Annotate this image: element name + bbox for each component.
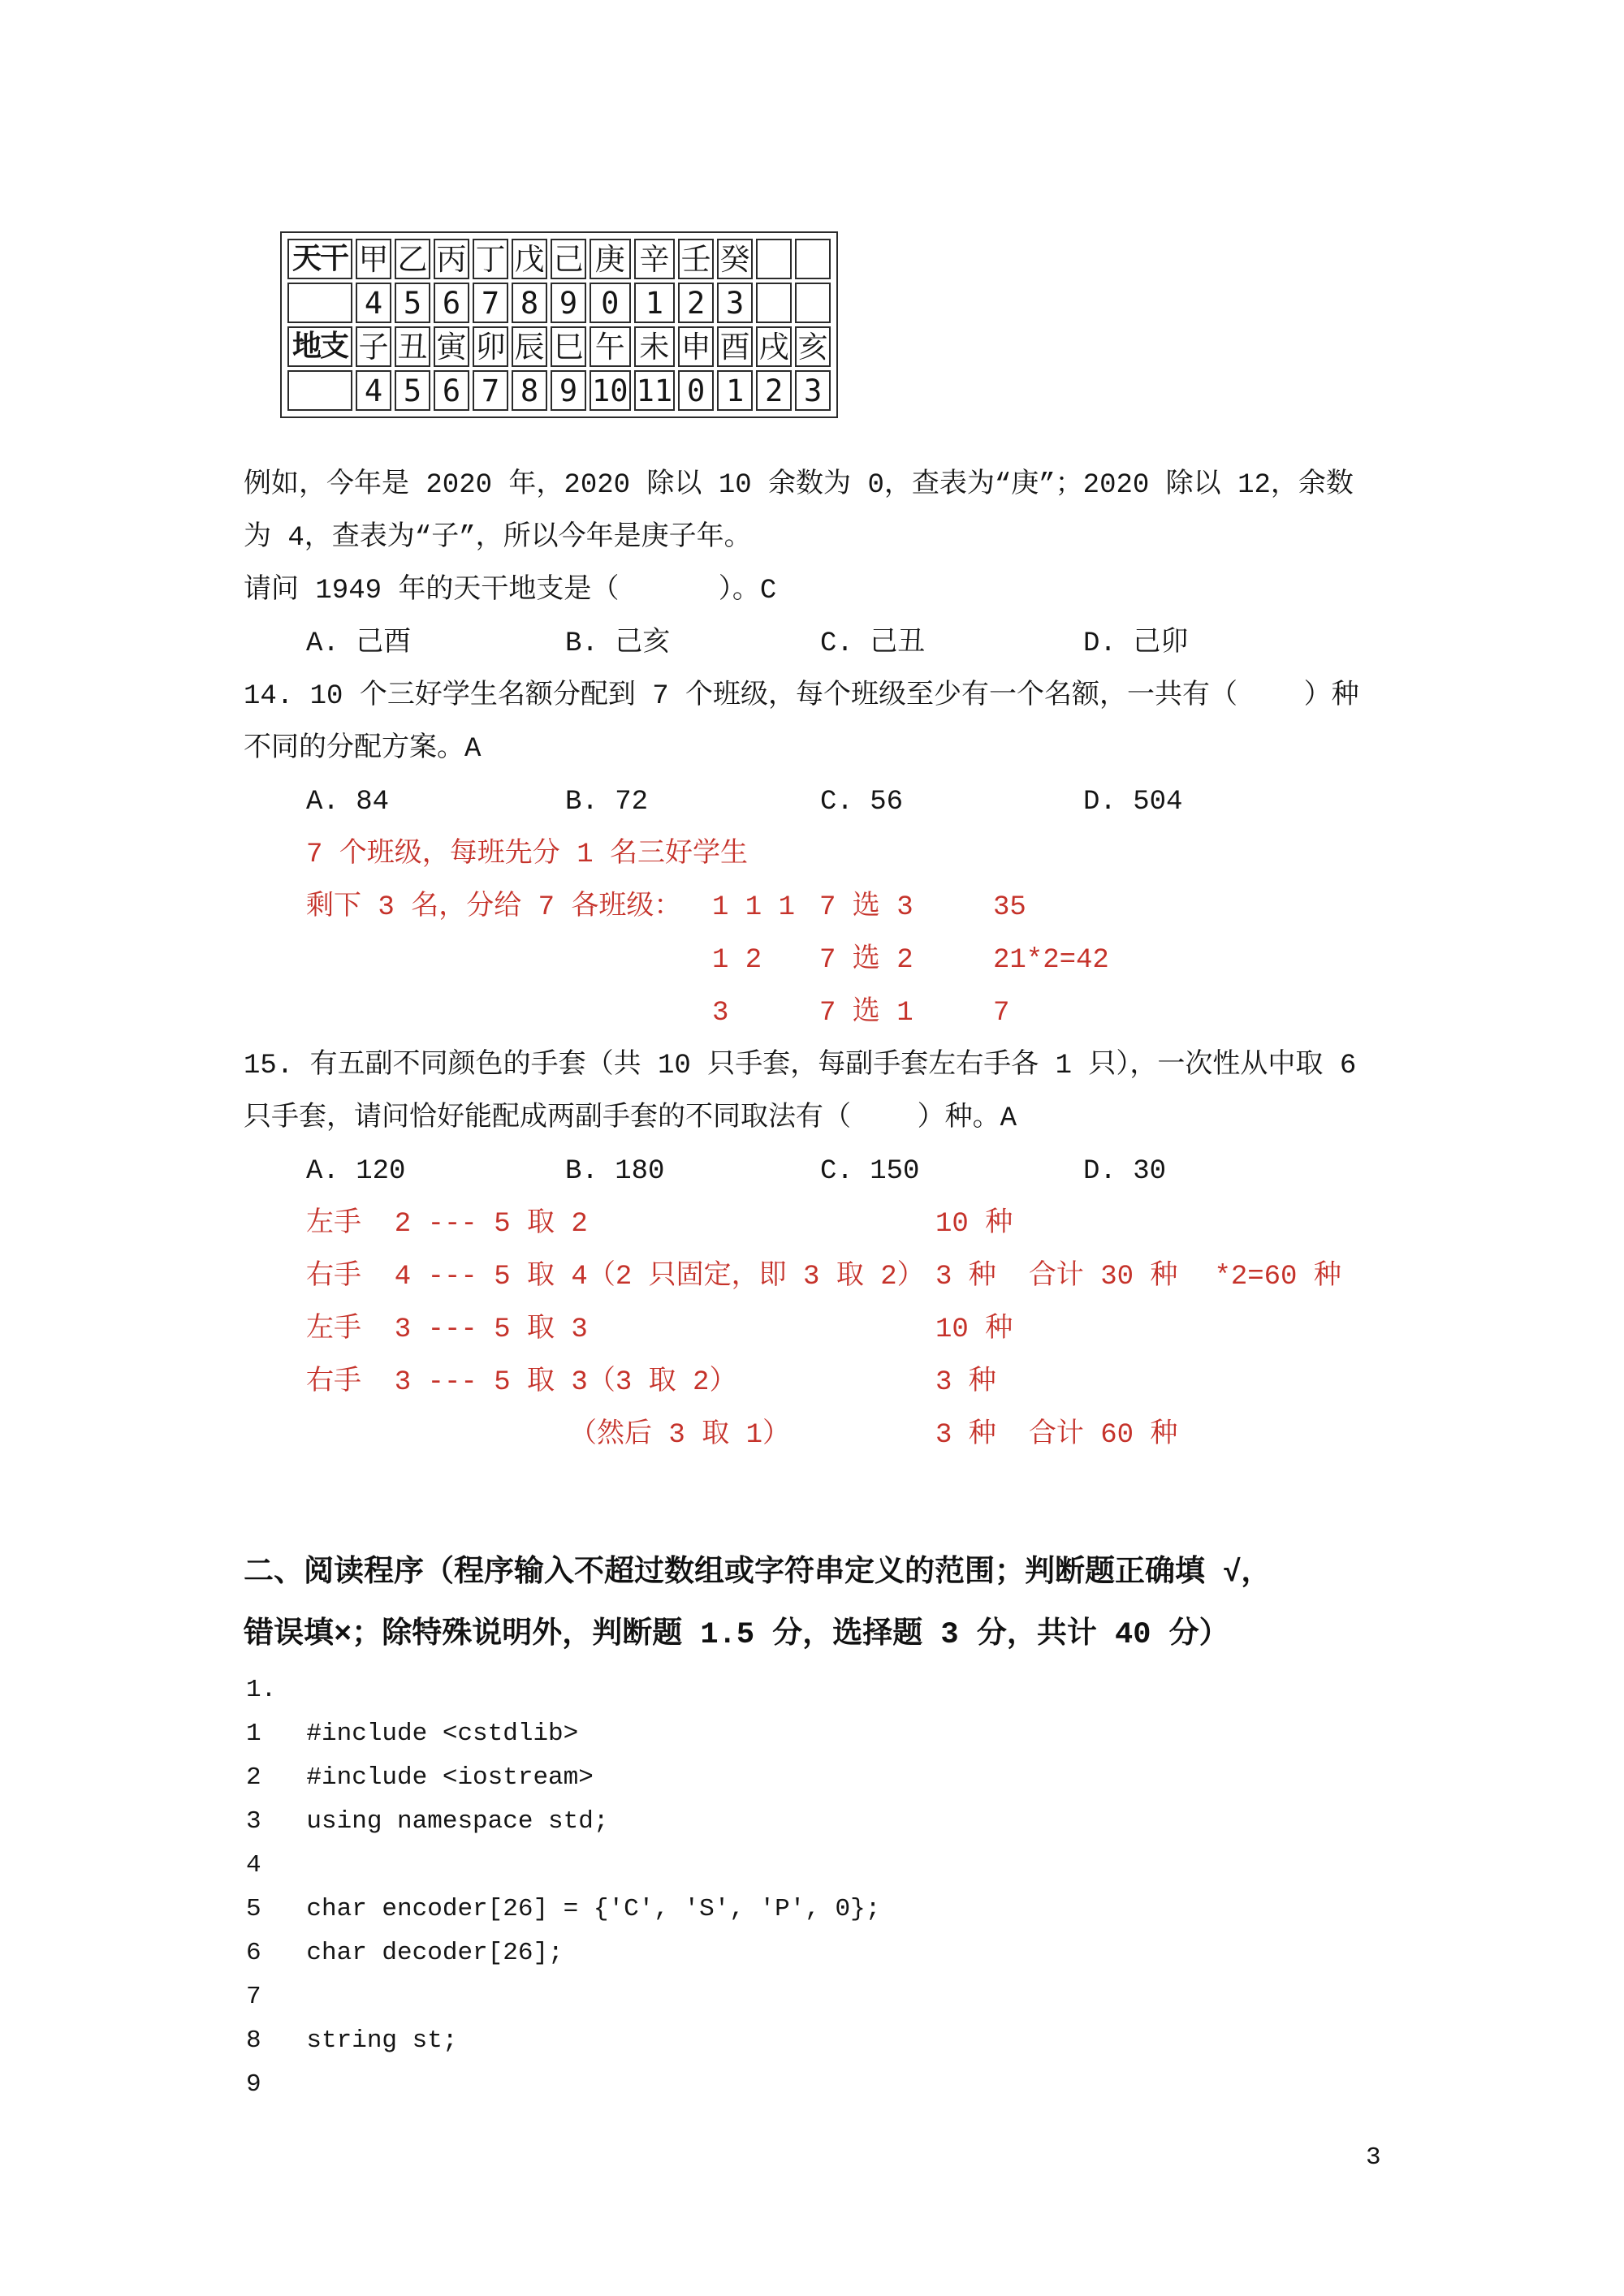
solution-split: 1 2 — [712, 945, 762, 976]
table-row-tiangan — [287, 239, 831, 279]
table-cell: 5 — [395, 370, 430, 411]
table-cell: 6 — [434, 370, 469, 411]
row-label-cell: 地支 — [287, 326, 352, 367]
question-14-option-d: D. 504 — [1083, 787, 1183, 818]
row-label-cell — [287, 370, 352, 411]
solution-choose: 7 选 3 — [819, 892, 914, 923]
question-13-option-a: A. 己酉 — [306, 628, 412, 659]
table-cell: 11 — [634, 370, 676, 411]
table-cell: 0 — [678, 370, 714, 411]
solution-lead — [306, 934, 712, 987]
table-cell: 壬 — [678, 239, 714, 279]
question-13-option-d: D. 己卯 — [1083, 628, 1189, 659]
table-cell: 10 — [590, 370, 631, 411]
table-cell: 子 — [356, 326, 391, 367]
table-cell: 申 — [678, 326, 714, 367]
table-cell: 丑 — [395, 326, 430, 367]
question-14-solution-row — [244, 934, 1445, 987]
question-15-option-c: C. 150 — [820, 1156, 920, 1187]
table-cell: 0 — [590, 283, 631, 323]
question-15-options-row — [244, 1146, 1445, 1198]
table-cell: 4 — [356, 370, 391, 411]
table-cell: 未 — [634, 326, 676, 367]
code-line: 4 — [246, 1851, 261, 1880]
solution-total: 合计 30 种 — [1028, 1262, 1178, 1293]
table-cell: 丙 — [434, 239, 469, 279]
table-cell: 7 — [473, 283, 508, 323]
table-cell: 9 — [551, 283, 586, 323]
question-14-stem-line-1: 14. 10 个三好学生名额分配到 7 个班级，每个班级至少有一个名额，一共有（ ）种 — [244, 681, 1359, 712]
solution-lead: 剩下 3 名，分给 7 各班级： — [306, 892, 682, 923]
solution-main: 右手 3 --- 5 取 3（3 取 2） — [306, 1367, 737, 1398]
solution-count: 7 — [993, 998, 1010, 1029]
solution-main: 左手 2 --- 5 取 2 — [306, 1209, 588, 1240]
table-cell: 丁 — [473, 239, 508, 279]
example-paragraph-line-1: 例如，今年是 2020 年，2020 除以 10 余数为 0，查表为“庚”；2020 除以 12，余数 — [244, 470, 1354, 501]
solution-count: 35 — [993, 892, 1026, 923]
questions-section — [244, 460, 1445, 1462]
table-cell — [795, 239, 831, 279]
section-2-header-line-2: 错误填×；除特殊说明外，判断题 1.5 分，选择题 3 分，共计 40 分） — [244, 1618, 1229, 1652]
table-cell: 戌 — [756, 326, 792, 367]
solution-count: 3 种 — [935, 1367, 996, 1398]
question-15-option-b: B. 180 — [565, 1156, 665, 1187]
program-1-listing — [246, 1668, 1383, 2107]
question-13-option-c: C. 己丑 — [820, 628, 926, 659]
question-15-stem-line-2: 只手套，请问恰好能配成两副手套的不同取法有（ ）种。A — [244, 1103, 1017, 1134]
question-15-solution-row — [244, 1304, 1445, 1357]
table-row-dizhi-digits — [287, 370, 831, 411]
question-15-stem-line-1: 15. 有五副不同颜色的手套（共 10 只手套，每副手套左右手各 1 只），一次性从中取 6 — [244, 1051, 1357, 1081]
solution-count: 10 种 — [935, 1314, 1013, 1345]
section-2-header — [244, 1543, 1445, 1666]
solution-main: 左手 3 --- 5 取 3 — [306, 1314, 588, 1345]
question-15-solution-row — [244, 1198, 1445, 1251]
table-cell: 寅 — [434, 326, 469, 367]
table-cell: 酉 — [717, 326, 753, 367]
question-14-option-b: B. 72 — [565, 787, 649, 818]
code-line: 3 using namespace std; — [246, 1807, 609, 1836]
code-line: 2 #include <iostream> — [246, 1763, 594, 1792]
question-15-option-a: A. 120 — [306, 1156, 406, 1187]
solution-main: （然后 3 取 1） — [569, 1420, 791, 1451]
table-cell: 庚 — [590, 239, 631, 279]
table-cell: 6 — [434, 283, 469, 323]
table-cell: 癸 — [717, 239, 753, 279]
question-13-option-b: B. 己亥 — [565, 628, 671, 659]
table-cell: 5 — [395, 283, 430, 323]
question-15-option-d: D. 30 — [1083, 1156, 1167, 1187]
code-line: 9 — [246, 2070, 261, 2099]
stem-branch-lookup-table — [280, 231, 838, 418]
solution-extra: *2=60 种 — [1214, 1262, 1341, 1293]
solution-lead — [306, 987, 712, 1040]
code-line: 8 string st; — [246, 2026, 458, 2055]
program-1-label: 1. — [246, 1676, 277, 1704]
solution-split: 3 — [712, 998, 729, 1029]
question-13-options-row — [244, 618, 1445, 671]
row-label-cell — [287, 283, 352, 323]
table-cell: 卯 — [473, 326, 508, 367]
table-cell: 3 — [717, 283, 753, 323]
table-cell: 乙 — [395, 239, 430, 279]
table-cell: 戊 — [512, 239, 547, 279]
table-cell: 辛 — [634, 239, 676, 279]
question-14-solution-row — [244, 882, 1445, 934]
solution-total: 合计 60 种 — [1028, 1420, 1178, 1451]
question-13-stem: 请问 1949 年的天干地支是（ ）。C — [244, 576, 777, 606]
question-14-options-row — [244, 776, 1445, 829]
table-cell: 亥 — [795, 326, 831, 367]
code-line: 7 — [246, 1983, 261, 2011]
table-cell: 1 — [634, 283, 676, 323]
table-cell: 8 — [512, 283, 547, 323]
question-15-solution-row — [244, 1409, 1445, 1462]
question-15-solution-row — [244, 1251, 1445, 1304]
section-2-header-line-1: 二、阅读程序（程序输入不超过数组或字符串定义的范围；判断题正确填 √， — [244, 1556, 1272, 1590]
table-cell: 8 — [512, 370, 547, 411]
solution-count: 3 种 — [935, 1420, 996, 1451]
question-15-solution-row — [244, 1357, 1445, 1409]
table-row-dizhi — [287, 326, 831, 367]
table-cell: 甲 — [356, 239, 391, 279]
question-14-solution-intro: 7 个班级，每班先分 1 名三好学生 — [306, 839, 749, 870]
code-line: 1 #include <cstdlib> — [246, 1720, 579, 1748]
solution-choose: 7 选 2 — [819, 945, 914, 976]
table-cell: 7 — [473, 370, 508, 411]
code-line: 5 char encoder[26] = {'C', 'S', 'P', 0}; — [246, 1895, 881, 1923]
table-cell: 2 — [678, 283, 714, 323]
table-cell: 2 — [756, 370, 792, 411]
table-cell: 9 — [551, 370, 586, 411]
table-cell: 己 — [551, 239, 586, 279]
table-cell: 午 — [590, 326, 631, 367]
page-number: 3 — [1366, 2143, 1381, 2172]
table-cell: 1 — [717, 370, 753, 411]
table-cell — [756, 283, 792, 323]
code-line: 6 char decoder[26]; — [246, 1939, 564, 1967]
solution-count: 10 种 — [935, 1209, 1013, 1240]
solution-count: 21*2=42 — [993, 945, 1109, 976]
question-14-option-a: A. 84 — [306, 787, 390, 818]
solution-main: 右手 4 --- 5 取 4（2 只固定，即 3 取 2） — [306, 1262, 925, 1293]
question-14-option-c: C. 56 — [820, 787, 904, 818]
row-label-cell: 天干 — [287, 239, 352, 279]
solution-count: 3 种 — [935, 1262, 996, 1293]
question-14-stem-line-2: 不同的分配方案。A — [244, 734, 482, 765]
table-cell — [795, 283, 831, 323]
table-cell — [756, 239, 792, 279]
solution-choose: 7 选 1 — [819, 998, 914, 1029]
example-paragraph-line-2: 为 4，查表为“子”，所以今年是庚子年。 — [244, 523, 752, 554]
table-cell: 3 — [795, 370, 831, 411]
table-cell: 4 — [356, 283, 391, 323]
table-row-tiangan-digits — [287, 283, 831, 323]
table-cell: 辰 — [512, 326, 547, 367]
table-cell: 巳 — [551, 326, 586, 367]
solution-split: 1 1 1 — [712, 892, 796, 923]
question-14-solution-row — [244, 987, 1445, 1040]
